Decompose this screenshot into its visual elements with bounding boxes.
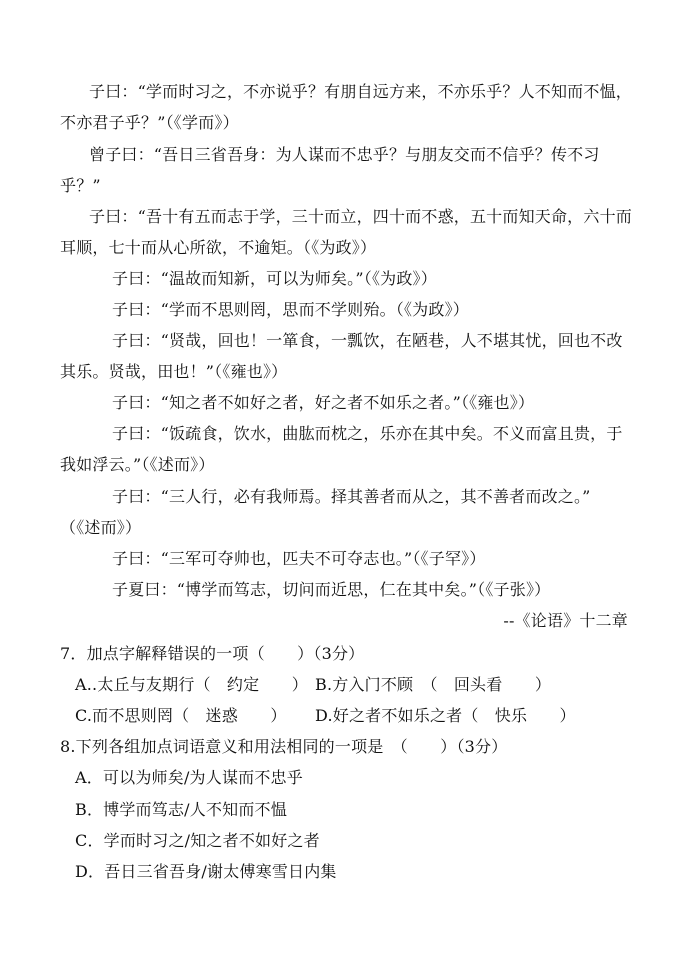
question-7-stem: 7．加点字解释错误的一项（ ）（3分） <box>60 644 365 663</box>
question-7-option-a: A..太丘与友期行（ 约定 ） <box>75 675 308 694</box>
question-8-stem: 8.下列各组加点词语意义和用法相同的一项是 （ ）（3分） <box>60 737 508 756</box>
question-8-option-b: B．博学而笃志/人不知而不愠 <box>75 800 287 819</box>
passage-line: 子曰：“知之者不如好之者，好之者不如乐之者。”（《雍也》） <box>112 393 535 412</box>
passage-line: 子曰：“学而时习之，不亦说乎？有朋自远方来，不亦乐乎？人不知而不愠， <box>89 82 632 101</box>
passage-line: 子夏曰：“博学而笃志，切问而近思，仁在其中矣。”（《子张》） <box>112 580 551 599</box>
question-7-option-b: B.方入门不顾 （ 回头看 ） <box>315 675 552 694</box>
question-8-option-c: C．学而时习之/知之者不如好之者 <box>75 831 320 850</box>
passage-line: 子曰：“学而不思则罔，思而不学则殆。（《为政》） <box>112 300 469 319</box>
passage-line: 其乐。贤哉，田也！”（《雍也》） <box>60 362 288 381</box>
passage-line: 曾子曰：“吾日三省吾身：为人谋而不忠乎？与朋友交而不信乎？传不习 <box>89 145 600 164</box>
passage-line: 乎？” <box>60 176 101 195</box>
question-7-option-d: D.好之者不如乐之者（ 快乐 ） <box>315 706 576 725</box>
passage-line: 子曰：“吾十有五而志于学，三十而立，四十而不惑，五十而知天命，六十而 <box>89 207 632 226</box>
passage-line: 子曰：“三人行，必有我师焉。择其善者而从之，其不善者而改之。” <box>112 487 591 506</box>
question-8-option-d: D．吾日三省吾身/谢太傅寒雪日内集 <box>75 862 337 881</box>
passage-line: 子曰：“温故而知新，可以为师矣。”（《为政》） <box>112 269 437 288</box>
passage-line: （《述而》） <box>60 518 142 537</box>
passage-line: 不亦君子乎？”（《学而》） <box>60 113 239 132</box>
passage-line: 耳顺，七十而从心所欲，不逾矩。（《为政》） <box>60 238 377 257</box>
passage-line: 子曰：“饭疏食，饮水，曲肱而枕之，乐亦在其中矣。不义而富且贵，于 <box>112 424 623 443</box>
passage-line: 子曰：“三军可夺帅也，匹夫不可夺志也。”（《子罕》） <box>112 549 486 568</box>
question-7-option-c: C.而不思则罔（ 迷惑 ） <box>75 706 287 725</box>
passage-line: 子曰：“贤哉，回也！一箪食，一瓢饮，在陋巷，人不堪其忧，回也不改 <box>112 331 623 350</box>
passage-source: --《论语》十二章 <box>503 611 628 630</box>
question-8-option-a: A．可以为师矣/为人谋而不忠乎 <box>75 768 303 787</box>
passage-line: 我如浮云。”（《述而》） <box>60 455 215 474</box>
